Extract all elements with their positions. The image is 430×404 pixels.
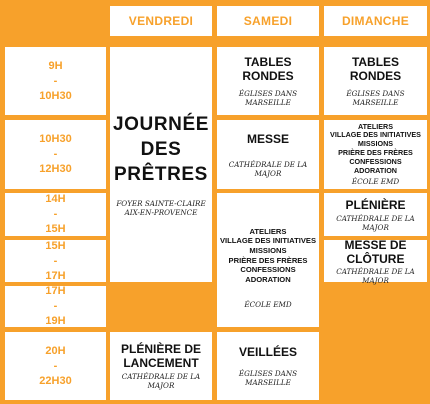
vendredi-pleniere-lancement	[110, 332, 212, 400]
journee-place: FOYER SAINTE-CLAIRE AIX-EN-PROVENCE	[116, 199, 206, 217]
time-slot-3	[5, 193, 106, 236]
header-dimanche-label: DIMANCHE	[341, 14, 410, 28]
samedi-tables-place: ÉGLISES DANS MARSEILLE	[238, 89, 298, 107]
time-slot-1	[5, 47, 106, 115]
header-samedi-label: SAMEDI	[243, 14, 293, 28]
dimanche-ateliers-place: ÉCOLE EMD	[351, 177, 400, 187]
journee-title: JOURNÉE DES PRÊTRES	[112, 114, 210, 185]
veillees-title: VEILLÉES	[238, 345, 297, 359]
samedi-tables-rondes	[217, 47, 319, 115]
samedi-ateliers-list: ATELIERS VILLAGE DES INITIATIVES MISSIONS PRIÈRE DES FRÈRES CONFESSIONS ADORATION	[219, 226, 317, 284]
samedi-tables-title: TABLES RONDES	[242, 55, 294, 83]
time-slot-5-label: 17H - 19H	[45, 285, 66, 327]
time-slot-3-label: 14H - 15H	[45, 193, 66, 235]
time-slot-6	[5, 332, 106, 400]
samedi-messe-title: MESSE	[246, 131, 289, 146]
samedi-veillees	[217, 332, 319, 400]
samedi-ateliers-place: ÉCOLE EMD	[244, 300, 292, 310]
dimanche-ateliers	[324, 120, 427, 189]
time-slot-5	[5, 286, 106, 327]
dimanche-pleniere-title: PLÉNIÈRE	[345, 197, 406, 212]
time-slot-4-label: 15H - 17H	[45, 239, 66, 282]
dimanche-tables-rondes	[324, 47, 427, 115]
time-slot-4	[5, 240, 106, 282]
vendredi-journee-des-pretres	[110, 47, 212, 282]
pleniere-lancement-title: PLÉNIÈRE DE LANCEMENT	[120, 342, 201, 370]
time-slot-2	[5, 120, 106, 189]
samedi-ateliers	[217, 193, 319, 327]
dimanche-messe-cloture	[324, 237, 427, 285]
pleniere-lancement-place: CATHÉDRALE DE LA MAJOR	[121, 372, 201, 390]
time-slot-2-label: 10H30 - 12H30	[39, 133, 72, 175]
header-vendredi-label: VENDREDI	[128, 14, 194, 28]
header-vendredi	[110, 6, 212, 36]
header-samedi	[217, 6, 319, 36]
samedi-messe	[217, 120, 319, 189]
dimanche-pleniere	[324, 193, 427, 236]
dimanche-tables-title: TABLES RONDES	[349, 55, 402, 83]
time-slot-6-label: 20H - 22H30	[39, 344, 72, 387]
dimanche-ateliers-list: ATELIERS VILLAGE DES INITIATIVES MISSIONS PRIÈRE DES FRÈRES CONFESSIONS ADORATION	[330, 121, 421, 175]
cloture-place: CATHÉDRALE DE LA MAJOR	[336, 266, 415, 285]
dimanche-pleniere-place: CATHÉDRALE DE LA MAJOR	[336, 213, 415, 232]
veillees-place: ÉGLISES DANS MARSEILLE	[238, 369, 298, 387]
dimanche-tables-place: ÉGLISES DANS MARSEILLE	[346, 89, 405, 107]
time-slot-1-label: 9H - 10H30	[39, 59, 72, 102]
cloture-title: MESSE DE CLÔTURE	[344, 237, 407, 266]
header-dimanche	[324, 6, 427, 36]
samedi-messe-place: CATHÉDRALE DE LA MAJOR	[228, 159, 308, 178]
